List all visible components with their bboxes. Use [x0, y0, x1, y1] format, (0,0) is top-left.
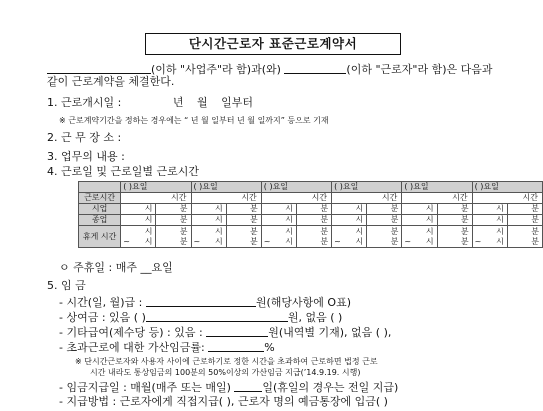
wage-line-bonus: - 상여금 : 있음 ( ) 원, 없음 ( ) [59, 311, 343, 324]
job-description-item: 3. 업무의 내용 : [47, 150, 125, 163]
wage-line-hourly: - 시간(일, 월)급 : 원(해당사항에 O표) [59, 296, 351, 309]
table-row: 시업 시 분 시 분 시 분 시 분 시 분 시 분 [79, 204, 543, 215]
hourly-wage-blank[interactable] [146, 295, 256, 307]
document-title: 단시간근로자 표준근로계약서 [145, 33, 401, 55]
wage-line-allowances: - 기타급여(제수당 등) : 있음 : 원(내역별 기재), 없음 ( ), [59, 326, 392, 339]
allowance-blank[interactable] [206, 325, 268, 337]
employer-blank[interactable] [47, 62, 151, 74]
table-row: 휴게 시간 시 ~ 시 분 분 시 ~ 시 분 분 시 ~ 시 분 분 시 ~ 시 분 분 시 ~ 시 분 분 시 ~ 시 분 분 [79, 226, 543, 248]
intro-line-1: (이하 "사업주"라 함)과(와) (이하 "근로자"라 함)은 다음과 [47, 62, 493, 76]
wage-heading: 5. 임 금 [47, 279, 86, 292]
row-label: 시업 [79, 204, 121, 215]
start-date-item: 1. 근로개시일 : 년 월 일부터 [47, 96, 253, 109]
day-header: ( )요일 [121, 182, 191, 193]
day-header: ( )요일 [332, 182, 402, 193]
day-header: ( )요일 [191, 182, 261, 193]
day-header: ( )요일 [402, 182, 472, 193]
row-label: 근로시간 [79, 193, 121, 204]
overtime-note-2: 시간 내라도 통상임금의 100분의 50%이상의 가산임금 지급(’14.9.19. 시행) [90, 368, 361, 377]
wage-line-method: - 지급방법 : 근로자에게 직접지급( ), 근로자 명의 예금통장에 입금( ) [59, 395, 388, 408]
overtime-note-1: ※ 단시간근로자와 사용자 사이에 근로하기로 정한 시간을 초과하여 근로하면 법정 근로 [75, 357, 378, 366]
wage-line-payday: - 임금지급일 : 매월(매주 또는 매일) 일(휴일의 경우는 전일 지급) [59, 381, 399, 394]
day-header: ( )요일 [472, 182, 542, 193]
employee-blank[interactable] [284, 62, 346, 74]
workplace-item: 2. 근 무 장 소 : [47, 131, 122, 144]
wage-line-overtime: - 초과근로에 대한 가산임금률: % [59, 341, 275, 354]
work-days-item: 4. 근로일 및 근로일별 근로시간 [47, 165, 199, 178]
payday-blank[interactable] [234, 380, 262, 392]
weekly-holiday: ㅇ 주휴일 : 매주 __요일 [59, 261, 173, 274]
intro-line-2: 같이 근로계약을 체결한다. [47, 75, 175, 88]
row-label: 종업 [79, 215, 121, 226]
table-row: 종업 시 분 시 분 시 분 시 분 시 분 시 분 [79, 215, 543, 226]
start-date-note: ※ 근로계약기간을 정하는 경우에는 “ 년 월 일부터 년 월 일까지” 등으로 기재 [59, 116, 329, 125]
day-header: ( )요일 [261, 182, 331, 193]
overtime-rate-blank[interactable] [208, 340, 264, 352]
work-hours-table [78, 181, 543, 248]
table-row: 근로시간 시간 시간 시간 시간 시간 시간 [79, 193, 543, 204]
bonus-blank[interactable] [146, 310, 288, 322]
table-header-row [79, 182, 543, 193]
row-label: 휴게 시간 [79, 226, 121, 248]
